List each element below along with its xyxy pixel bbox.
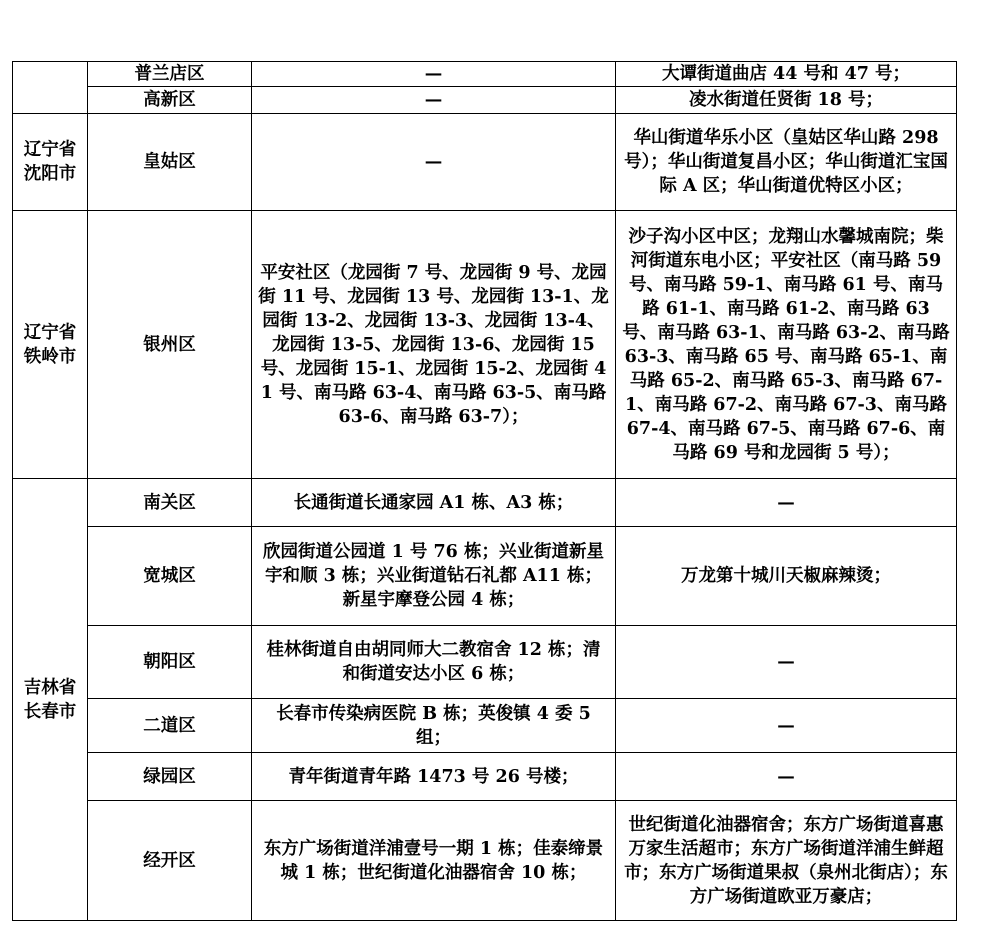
city-cell [13,62,88,114]
right-cell: — [616,626,957,699]
city-cell: 辽宁省铁岭市 [13,211,88,479]
table-row [13,699,957,753]
table-row [13,801,957,921]
city-cell: 辽宁省沈阳市 [13,114,88,211]
mid-cell: 欣园街道公园道 1 号 76 栋；兴业街道新星宇和顺 3 栋；兴业街道钻石礼都 A11 栋；新星宇摩登公园 4 栋； [252,527,616,626]
mid-cell: 青年街道青年路 1473 号 26 号楼； [252,753,616,801]
table-row [13,62,957,87]
mid-cell: — [252,87,616,114]
district-cell: 二道区 [88,699,252,753]
district-cell: 经开区 [88,801,252,921]
right-cell: 世纪街道化油器宿舍；东方广场街道喜惠万家生活超市；东方广场街道洋浦生鲜超市；东方广场街道果叔（泉州北街店）；东方广场街道欧亚万豪店； [616,801,957,921]
mid-cell: 长春市传染病医院 B 栋；英俊镇 4 委 5 组； [252,699,616,753]
table-row [13,753,957,801]
right-cell: 凌水街道任贤街 18 号； [616,87,957,114]
epidemic-location-table [12,61,957,921]
district-cell: 绿园区 [88,753,252,801]
mid-cell: 平安社区（龙园街 7 号、龙园街 9 号、龙园街 11 号、龙园街 13 号、龙园街 13-1、龙园街 13-2、龙园街 13-3、龙园街 13-4、龙园街 13-5、龙园街 13-6、龙园街 15 号、龙园街 15-1、龙园街 15-2、龙园街 41 号、南马路 63-4、南马路 63-5、南马路 63-6、南马路 63-7）； [252,211,616,479]
right-cell: 沙子沟小区中区；龙翔山水馨城南院；柴河街道东电小区；平安社区（南马路 59 号、南马路 59-1、南马路 61 号、南马路 61-1、南马路 61-2、南马路 63 号、南马路 63-1、南马路 63-2、南马路 63-3、南马路 65 号、南马路 65-1、南马路 65-2、南马路 65-3、南马路 67-1、南马路 67-2、南马路 67-3、南马路 67-4、南马路 67-5、南马路 67-6、南马路 69 号和龙园街 5 号）； [616,211,957,479]
district-cell: 银州区 [88,211,252,479]
district-cell: 朝阳区 [88,626,252,699]
table-row [13,479,957,527]
table-row [13,114,957,211]
district-cell: 宽城区 [88,527,252,626]
mid-cell: 桂林街道自由胡同师大二教宿舍 12 栋；清和街道安达小区 6 栋； [252,626,616,699]
mid-cell: 长通街道长通家园 A1 栋、A3 栋； [252,479,616,527]
district-cell: 普兰店区 [88,62,252,87]
mid-cell: — [252,62,616,87]
right-cell: — [616,753,957,801]
right-cell: 万龙第十城川天椒麻辣烫； [616,527,957,626]
mid-cell: — [252,114,616,211]
table-row [13,626,957,699]
right-cell: 大谭街道曲店 44 号和 47 号； [616,62,957,87]
right-cell: — [616,479,957,527]
table-row [13,527,957,626]
district-cell: 南关区 [88,479,252,527]
district-cell: 皇姑区 [88,114,252,211]
table-row [13,87,957,114]
right-cell: 华山街道华乐小区（皇姑区华山路 298 号）；华山街道复昌小区；华山街道汇宝国际 A 区；华山街道优特区小区； [616,114,957,211]
mid-cell: 东方广场街道洋浦壹号一期 1 栋；佳泰缔景城 1 栋；世纪街道化油器宿舍 10 栋； [252,801,616,921]
city-cell: 吉林省长春市 [13,479,88,921]
district-cell: 高新区 [88,87,252,114]
table-row [13,211,957,479]
right-cell: — [616,699,957,753]
